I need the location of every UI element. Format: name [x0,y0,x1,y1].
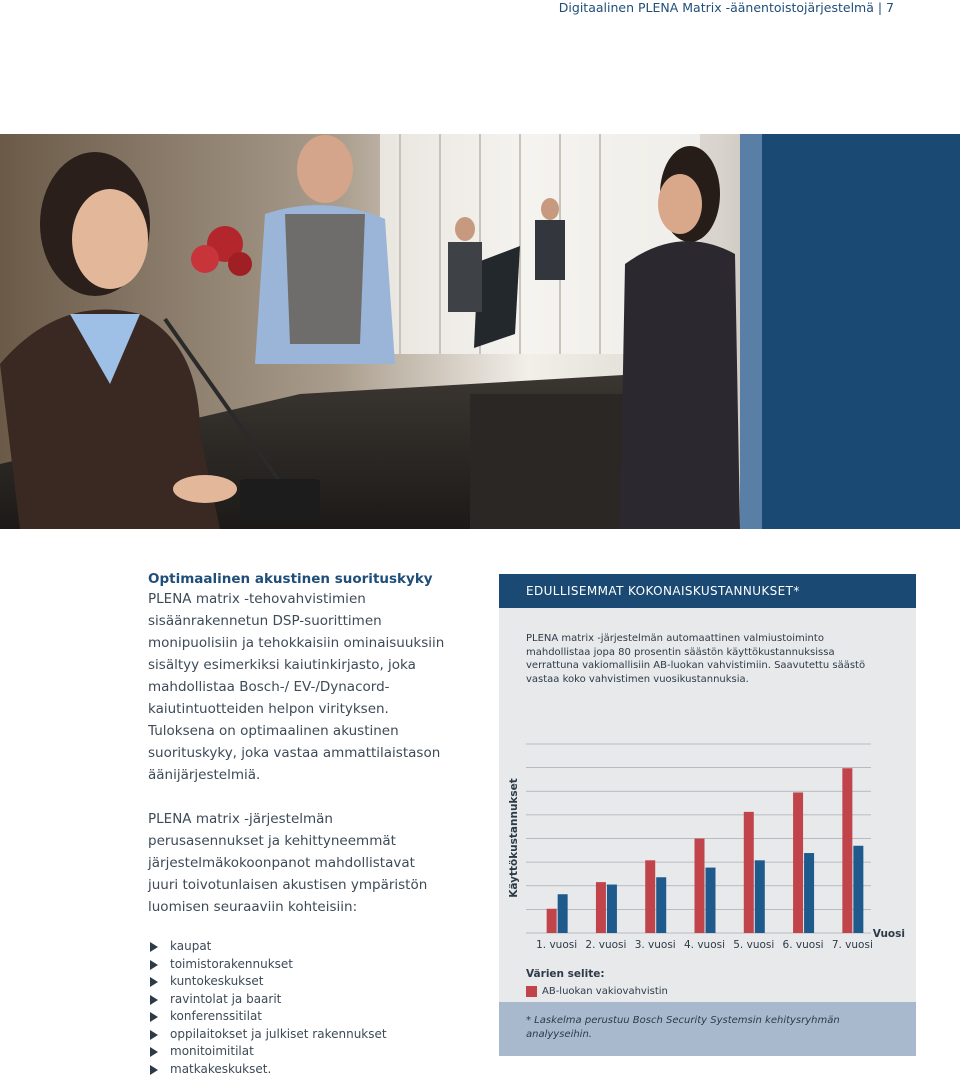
hero-photo [0,134,960,529]
x-tick-label: 5. vuosi [733,939,775,951]
bar-plena-2 [607,885,617,933]
bar-ab-5 [744,812,754,933]
bar-plena-5 [755,860,765,933]
left-column [148,570,448,918]
list-item: matkakeskukset. [148,1061,387,1078]
header-title: Digitaalinen PLENA Matrix -äänentoistojärjestelmä | 7 [558,0,894,15]
panel-body [499,608,916,1002]
paragraph-2: PLENA matrix -järjestelmän perusasennukset ja kehittyneemmät järjestelmäkokoonpanot mahdollistavat juuri toivotunlaisen akustisen ympäristön luomisen seuraaviin kohteisiin: [148,811,428,915]
x-tick-label: 4. vuosi [683,939,726,951]
bullet-triangle-icon [150,942,158,952]
cost-panel [499,574,916,1056]
x-tick-label: 1. vuosi [536,939,578,951]
x-tick-label: 7. vuosi [831,939,873,951]
bar-ab-4 [695,839,705,934]
y-axis-label: Käyttökustannukset [508,778,520,898]
bar-ab-3 [645,860,655,933]
hero-photo-illustration [0,134,960,529]
bullet-triangle-icon [150,1012,158,1022]
bar-plena-4 [706,868,716,933]
cost-chart [499,608,916,1002]
bar-ab-1 [547,909,557,933]
bar-plena-3 [656,877,666,933]
list-item: toimistorakennukset [148,956,387,974]
bar-plena-7 [853,846,863,933]
bullet-triangle-icon [150,1047,158,1057]
list-item: oppilaitokset ja julkiset rakennukset [148,1026,387,1044]
bar-plena-6 [804,853,814,933]
bullet-list [148,938,387,1078]
list-item: kuntokeskukset [148,973,387,991]
list-item: konferenssitilat [148,1008,387,1026]
bullet-triangle-icon [150,1030,158,1040]
panel-footnote [499,1002,916,1056]
bar-ab-2 [596,882,606,933]
x-tick-label: 6. vuosi [782,939,824,951]
list-item: ravintolat ja baarit [148,991,387,1009]
panel-title: EDULLISEMMAT KOKONAISKUSTANNUKSET* [499,574,916,608]
legend-item-ab: AB-luokan vakiovahvistin [526,986,677,997]
bullet-triangle-icon [150,977,158,987]
bar-plena-1 [558,894,568,933]
bullet-triangle-icon [150,995,158,1005]
footnote-text: * Laskelma perustuu Bosch Security Systemsin kehitysryhmän analyyseihin. [526,1015,840,1040]
bar-ab-6 [793,792,803,933]
list-item: monitoimitilat [148,1043,387,1061]
x-tick-label: 2. vuosi [585,939,627,951]
page-header [559,0,894,15]
section-title: Optimaalinen akustinen suorituskyky [148,571,433,587]
x-axis-label: Vuosi [872,928,905,940]
list-item: kaupat [148,938,387,956]
legend-title: Värien selite: [526,968,605,980]
bar-ab-7 [842,768,852,933]
legend-swatch-ab [526,986,537,997]
panel-description: PLENA matrix -järjestelmän automaattinen valmiustoiminto mahdollistaa jopa 80 prosentin säästön käyttökustannuksissa verrattuna vakiomallisiin AB-luokan vahvistimiin. Saavutettu säästö vastaa koko vahvistimen vuosikustannuksia. [526,633,866,685]
bullet-triangle-icon [150,960,158,970]
paragraph-1: PLENA matrix -tehovahvistimien sisäänrakennetun DSP-suorittimen monipuolisiin ja tehokkaisiin ominaisuuksiin sisältyy esimerkiksi kaiutinkirjasto, joka mahdollistaa Bosch-/ EV-/Dynacord-kaiutintuotteiden helpon virityksen. Tuloksena on optimaalinen akustinen suorituskyky, joka vastaa ammattilaistason äänijärjestelmiä. [148,591,445,783]
bullet-triangle-icon [150,1065,158,1075]
x-tick-label: 3. vuosi [634,939,676,951]
